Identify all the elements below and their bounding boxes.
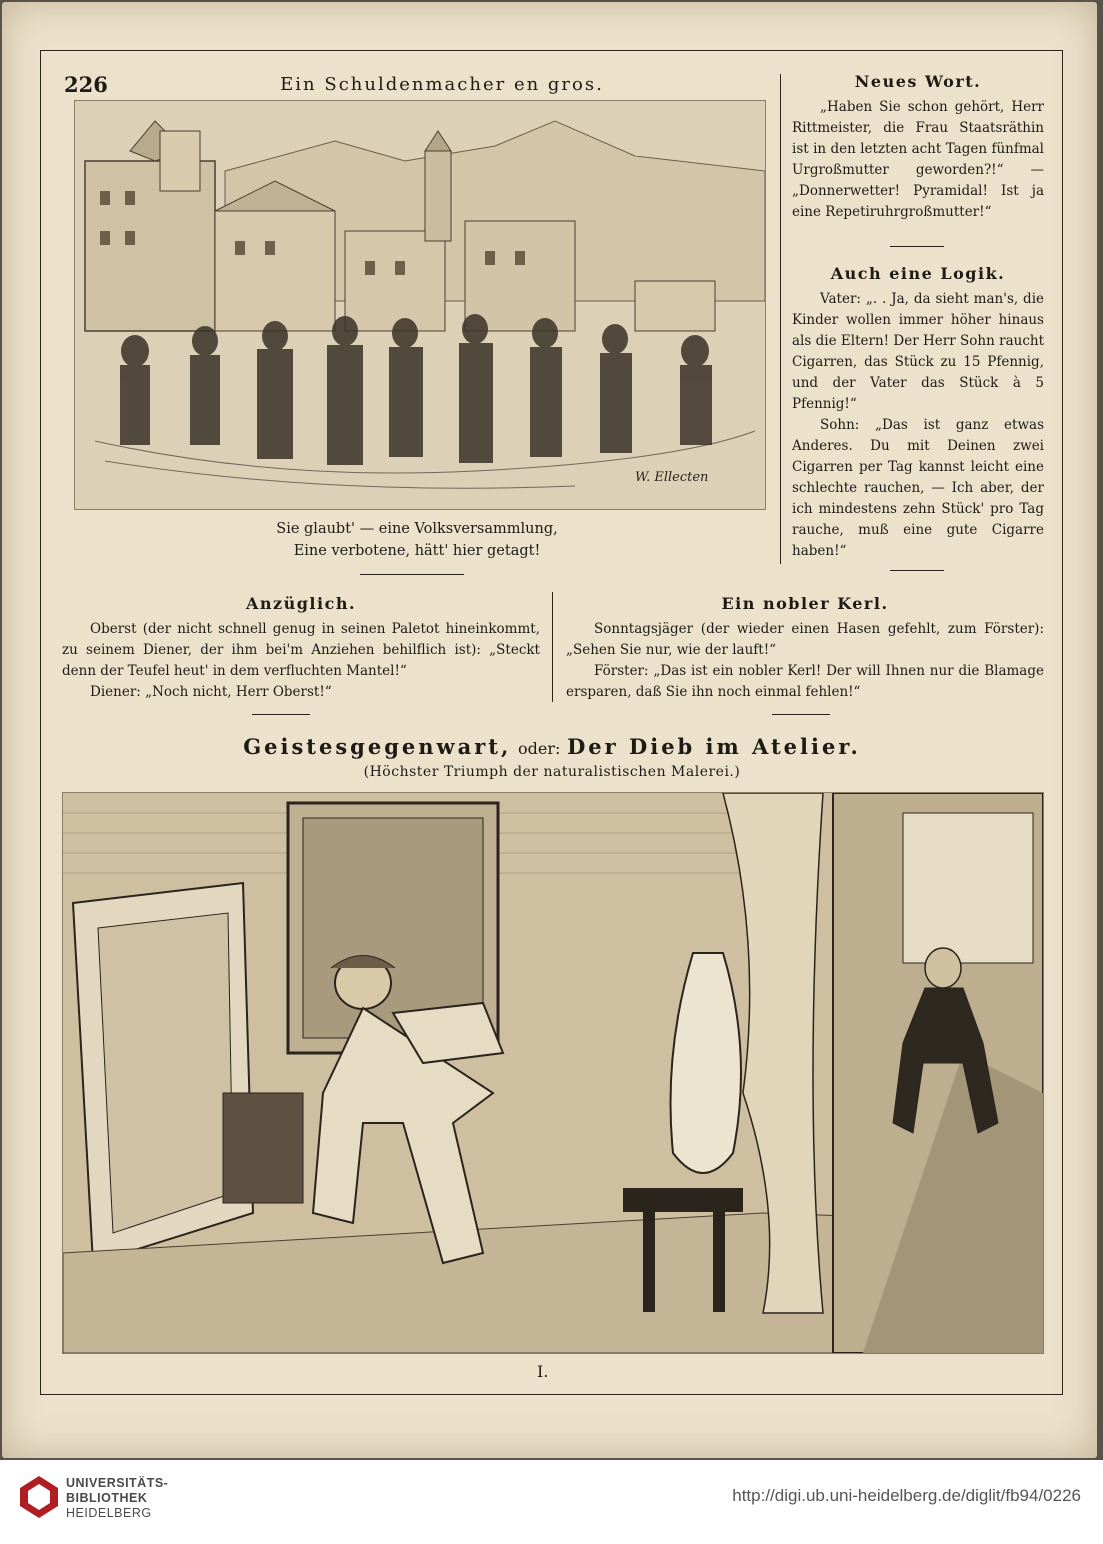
rule: [772, 714, 830, 715]
footer-bar: [0, 1460, 1103, 1544]
rule: [360, 574, 464, 575]
crowd-caption: [202, 518, 632, 562]
library-logo-icon: [18, 1474, 60, 1520]
main-title-part-3: Der Dieb im Atelier.: [567, 734, 861, 759]
nobler-kerl-paragraph-1: Sonntagsjäger (der wieder einen Hasen gefehlt, zum Förster): „Sehen Sie nur, wie der lauft!“: [566, 621, 1044, 658]
nobler-kerl-text: [566, 619, 1044, 703]
section-anzueglich: [62, 594, 540, 703]
library-name-line-2: BIBLIOTHEK: [66, 1491, 148, 1505]
auch-eine-logik-title: Auch eine Logik.: [830, 264, 1006, 283]
neues-wort-paragraph: „Haben Sie schon gehört, Herr Rittmeister, die Frau Staatsräthin ist in den letzten acht Tagen fünfmal Urgroßmutter geworden?!“ — „Donnerwetter! Pyramidal! Ist ja eine Repetiruhrgroßmutter!“: [792, 99, 1044, 220]
figure-number: I.: [537, 1362, 549, 1381]
auch-eine-logik-paragraph-2: Sohn: „Das ist ganz etwas Anderes. Du mit Deinen zwei Cigarren per Tag kannst leicht eine schlechte rauchen, — Ich aber, der ich mindestens zehn Stück' pro Tag rauche, muß eine gute Cigarre haben!“: [792, 417, 1044, 559]
crowd-caption-line-1: Sie glaubt' — eine Volksversammlung,: [276, 521, 558, 537]
main-subtitle: (Höchster Triumph der naturalistischen Malerei.): [363, 764, 741, 780]
column-divider-top: [780, 74, 781, 564]
crowd-caption-line-2: Eine verbotene, hätt' hier getagt!: [293, 543, 541, 559]
section-nobler-kerl: [566, 594, 1044, 703]
auch-eine-logik-paragraph-1: Vater: „. . Ja, da sieht man's, die Kinder wollen immer höher hinaus als die Eltern! Der Herr Sohn raucht Cigarren, das Stück zu 15 Pfennig, und der Vater das Stück à 5 Pfennig!“: [792, 291, 1044, 412]
nobler-kerl-paragraph-2: Förster: „Das ist ein nobler Kerl! Der will Ihnen nur die Blamage ersparen, daß Sie ihn noch einmal fehlen!“: [566, 663, 1044, 700]
svg-text:W. Ellecten: W. Ellecten: [635, 470, 709, 485]
neues-wort-text: [792, 97, 1044, 223]
source-url[interactable]: http://digi.ub.uni-heidelberg.de/diglit/fb94/0226: [732, 1486, 1081, 1505]
header-title: Ein Schuldenmacher en gros.: [280, 74, 604, 95]
main-title-part-2: oder:: [517, 739, 561, 758]
anzueglich-paragraph-2: Diener: „Noch nicht, Herr Oberst!“: [90, 684, 332, 700]
main-title: [62, 734, 1042, 759]
page-number: 226: [64, 72, 108, 97]
anzueglich-text: [62, 619, 540, 703]
crowd-illustration: [74, 100, 766, 510]
auch-eine-logik-text: [792, 289, 1044, 562]
scanned-page: [2, 2, 1097, 1458]
neues-wort-title: Neues Wort.: [854, 72, 982, 91]
atelier-illustration: [62, 792, 1044, 1354]
rule: [890, 570, 944, 571]
nobler-kerl-title: Ein nobler Kerl.: [721, 594, 889, 613]
main-title-part-1: Geistesgegenwart,: [243, 734, 512, 759]
section-neues-wort: [792, 72, 1044, 223]
section-auch-eine-logik: [792, 264, 1044, 562]
column-divider-bottom: [552, 592, 553, 702]
anzueglich-title: Anzüglich.: [245, 594, 357, 613]
rule: [252, 714, 310, 715]
anzueglich-paragraph-1: Oberst (der nicht schnell genug in seinen Paletot hineinkommt, zu seinem Diener, der ihm bei'm Anziehen behilflich ist): „Steckt denn der Teufel heut' in dem verfluchten Mantel!“: [62, 621, 540, 679]
library-name-line-3: HEIDELBERG: [66, 1506, 152, 1520]
library-name-line-1: UNIVERSITÄTS-: [66, 1476, 169, 1490]
rule: [890, 246, 944, 247]
